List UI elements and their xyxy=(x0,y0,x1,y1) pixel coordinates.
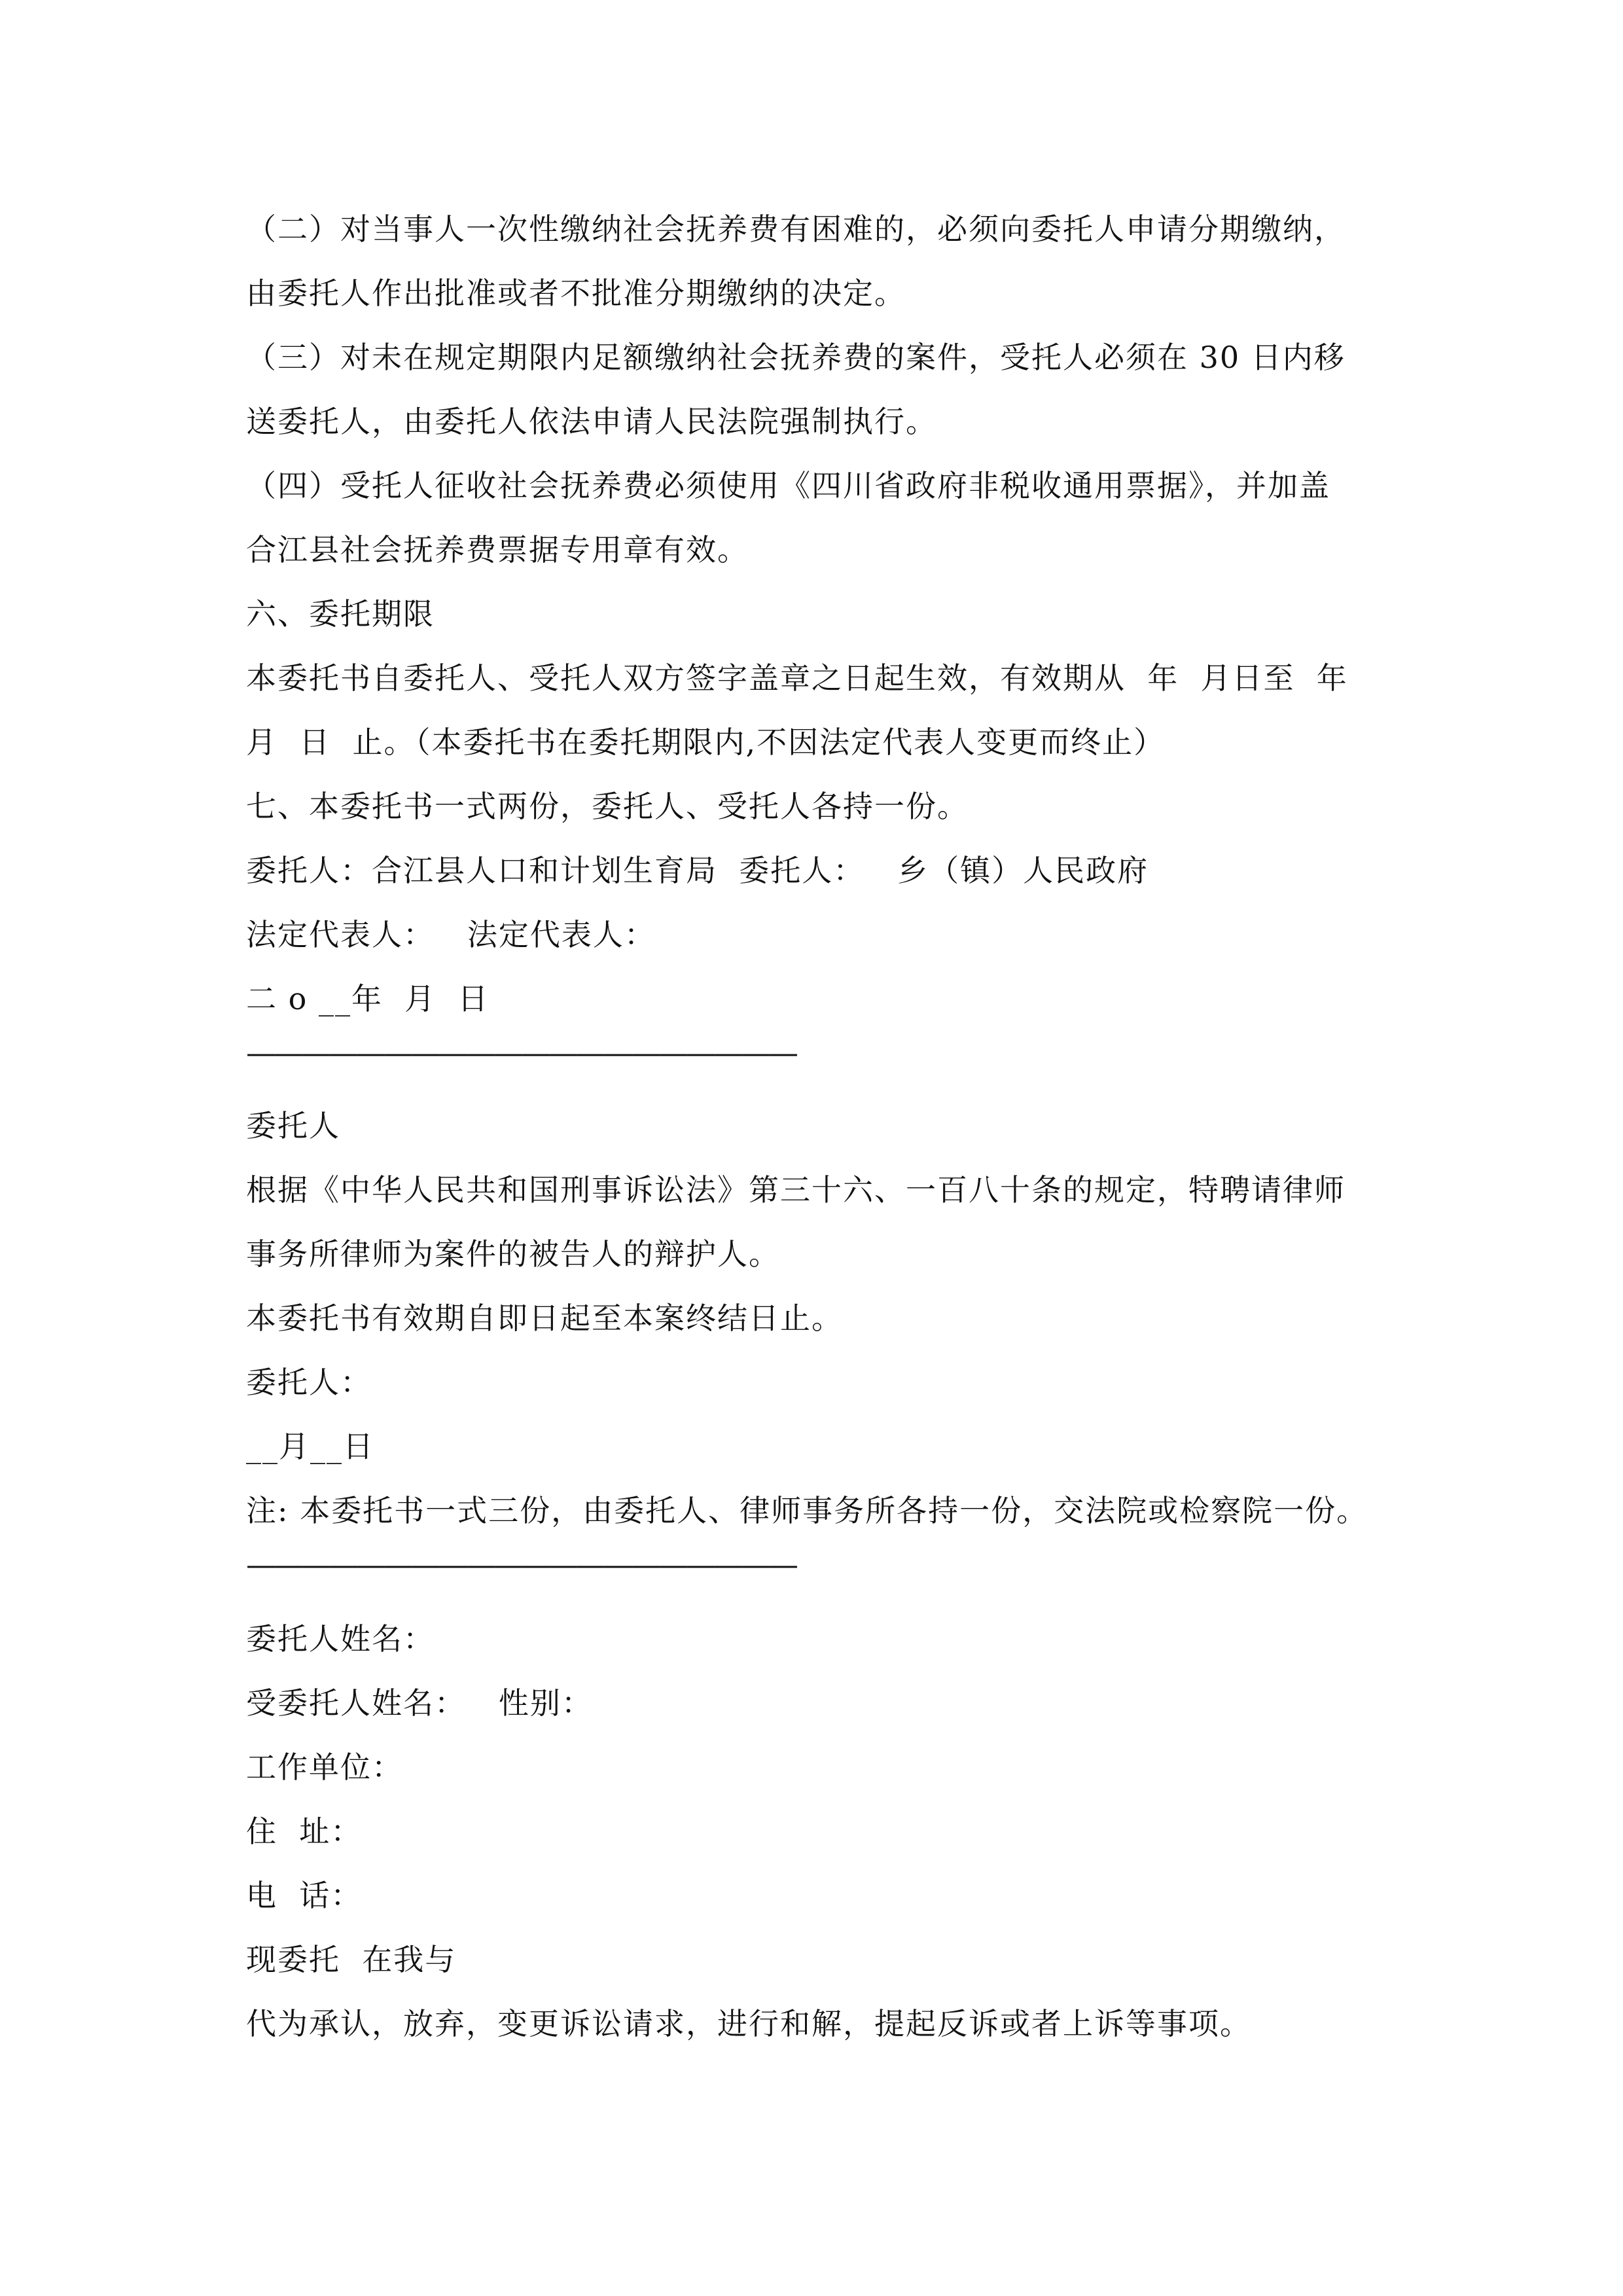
section-heading: 六、委托期限 xyxy=(246,596,435,632)
paragraph-line: 代为承认，放弃，变更诉讼请求，进行和解，提起反诉或者上诉等事项。 xyxy=(246,2006,1251,2041)
form-field-line: 电 话： xyxy=(246,1878,363,1913)
section-heading: 委托人 xyxy=(246,1108,340,1143)
paragraph-line: 事务所律师为案件的被告人的辩护人。 xyxy=(246,1236,780,1272)
paragraph-line: 送委托人，由委托人依法申请人民法院强制执行。 xyxy=(246,404,937,439)
separator-rule: ———————————————————— xyxy=(246,1547,796,1582)
signature-line: 委托人： xyxy=(246,1365,372,1400)
separator-rule: ———————————————————— xyxy=(246,1035,796,1070)
form-field-line: 受委托人姓名： 性别： xyxy=(246,1685,593,1721)
paragraph-line: 由委托人作出批准或者不批准分期缴纳的决定。 xyxy=(246,276,906,311)
date-line: __月__日 xyxy=(246,1429,374,1464)
date-line: 二 o __年 月 日 xyxy=(246,981,490,1016)
paragraph-line: 根据《中华人民共和国刑事诉讼法》第三十六、一百八十条的规定，特聘请律师 xyxy=(246,1172,1346,1208)
paragraph-line: （三）对未在规定期限内足额缴纳社会抚养费的案件，受托人必须在 30 日内移 xyxy=(246,340,1346,375)
paragraph-line: 本委托书有效期自即日起至本案终结日止。 xyxy=(246,1300,843,1336)
paragraph-line: 现委托 在我与 xyxy=(246,1942,457,1977)
paragraph-line: （四）受托人征收社会抚养费必须使用《四川省政府非税收通用票据》，并加盖 xyxy=(246,468,1330,503)
signature-line: 法定代表人： 法定代表人： xyxy=(246,917,656,952)
paragraph-line: 本委托书自委托人、受托人双方签字盖章之日起生效，有效期从 年 月日至 年 xyxy=(246,660,1348,696)
signature-line: 委托人：合江县人口和计划生育局 委托人： 乡（镇）人民政府 xyxy=(246,853,1149,888)
form-field-line: 工作单位： xyxy=(246,1749,403,1785)
paragraph-line: 月 日 止。（本委托书在委托期限内,不因法定代表人变更而终止） xyxy=(246,725,1166,760)
section-heading: 七、本委托书一式两份，委托人、受托人各持一份。 xyxy=(246,789,969,824)
paragraph-line: 合江县社会抚养费票据专用章有效。 xyxy=(246,532,749,567)
note-line: 注: 本委托书一式三份，由委托人、律师事务所各持一份，交法院或检察院一份。 xyxy=(246,1493,1368,1528)
form-field-line: 委托人姓名： xyxy=(246,1621,435,1657)
paragraph-line: （二）对当事人一次性缴纳社会抚养费有困难的，必须向委托人申请分期缴纳， xyxy=(246,211,1346,247)
form-field-line: 住 址： xyxy=(246,1814,363,1849)
